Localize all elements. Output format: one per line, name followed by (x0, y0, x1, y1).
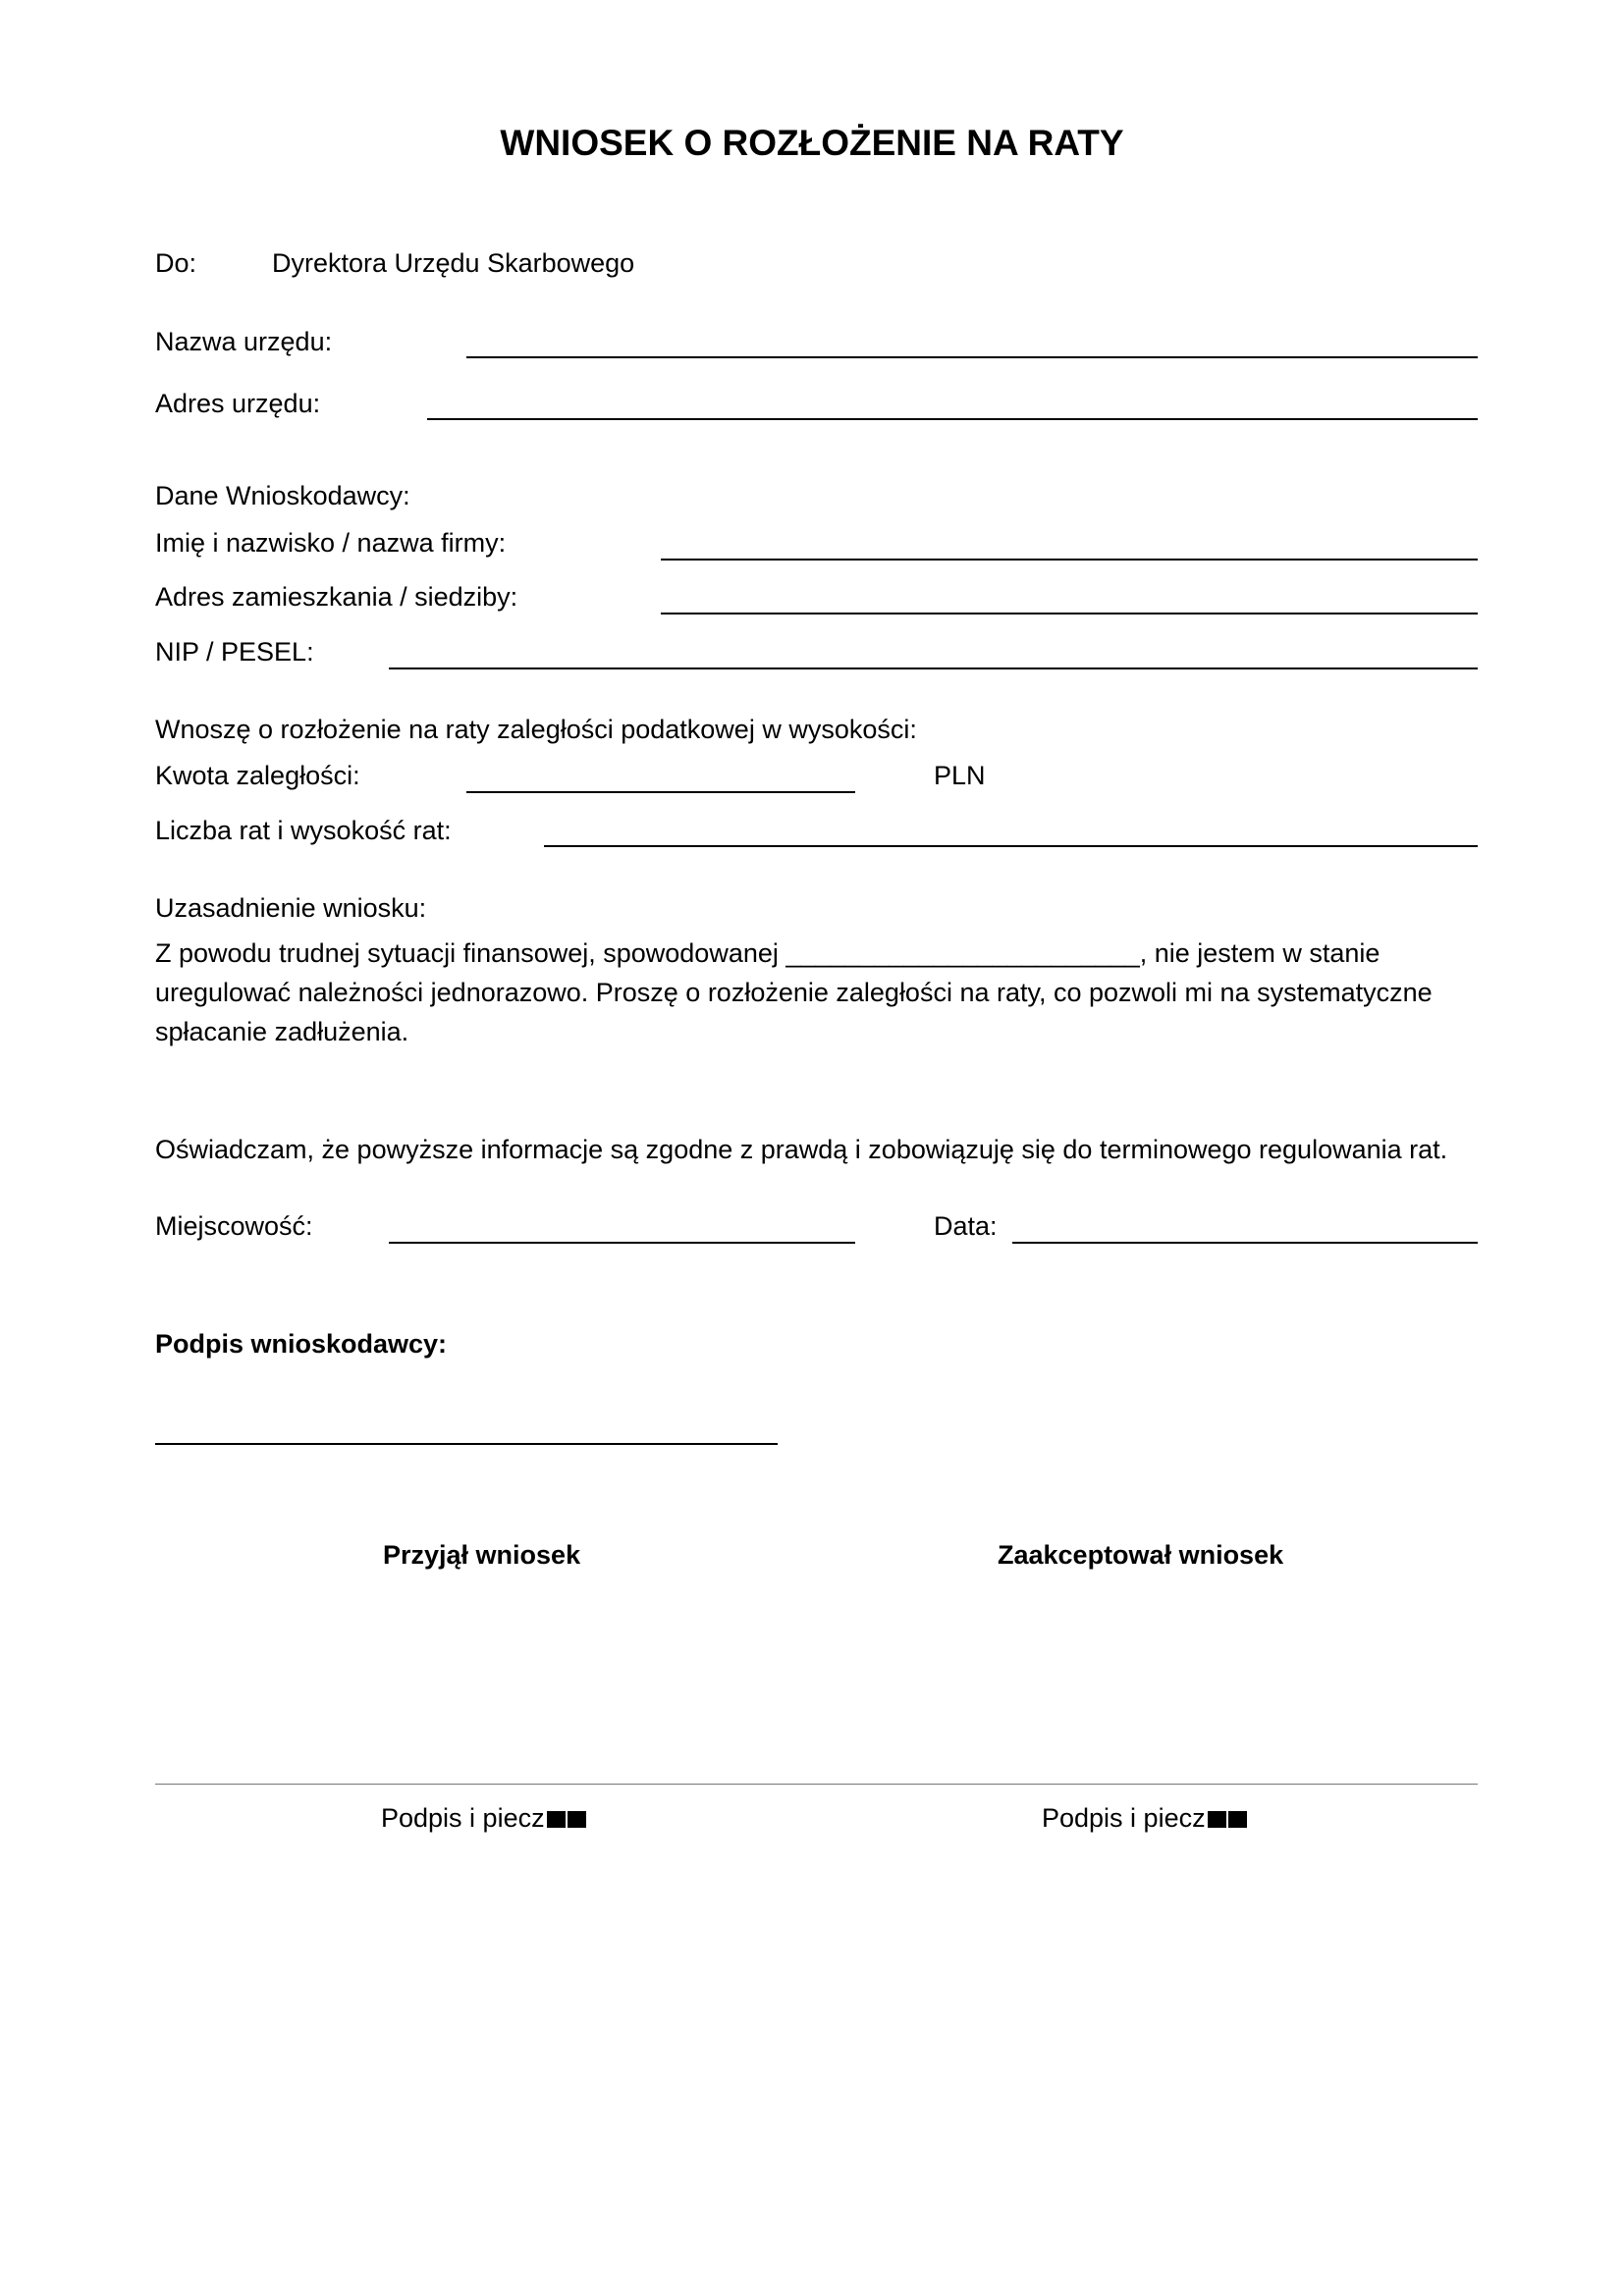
signature-label: Podpis wnioskodawcy: (155, 1329, 448, 1359)
received-label: Przyjął wniosek (383, 1540, 581, 1570)
office-address-label: Adres urzędu: (155, 389, 321, 418)
stamp-caption-left-text: Podpis i piecz (381, 1803, 545, 1833)
stamp-caption-right-text: Podpis i piecz (1042, 1803, 1206, 1833)
date-field[interactable] (1012, 1242, 1478, 1244)
installments-label: Liczba rat i wysokość rat: (155, 816, 452, 845)
applicant-address-field[interactable] (661, 613, 1478, 614)
applicant-heading: Dane Wnioskodawcy: (155, 481, 410, 510)
place-field[interactable] (389, 1242, 855, 1244)
stamp-caption-right (1042, 1802, 1247, 1834)
installments-field[interactable] (544, 845, 1478, 847)
accepted-label: Zaakceptował wniosek (998, 1540, 1284, 1570)
request-intro: Wnoszę o rozłożenie na raty zaległości podatkowej w wysokości: (155, 715, 917, 744)
office-address-field[interactable] (427, 418, 1478, 420)
justification-heading: Uzasadnienie wniosku: (155, 893, 427, 923)
applicant-id-label: NIP / PESEL: (155, 637, 314, 667)
missing-glyph-icon (568, 1811, 586, 1828)
addressee-label: Do: (155, 248, 197, 278)
amount-field[interactable] (466, 791, 855, 793)
applicant-id-field[interactable] (389, 667, 1478, 669)
office-name-label: Nazwa urzędu: (155, 327, 333, 356)
applicant-address-label: Adres zamieszkania / siedziby: (155, 582, 518, 612)
office-name-field[interactable] (466, 356, 1478, 358)
amount-label: Kwota zaległości: (155, 761, 360, 790)
missing-glyph-icon (547, 1811, 566, 1828)
stamp-divider (155, 1784, 1478, 1785)
signature-field[interactable] (155, 1443, 778, 1445)
applicant-name-label: Imię i nazwisko / nazwa firmy: (155, 528, 507, 558)
justification-text: Z powodu trudnej sytuacji finansowej, spowodowanej ________________________, nie jestem w stanie uregulować należności jednorazowo. Proszę o rozłożenie zaległości na raty, co pozwoli mi na systematyczne spłacanie zadłużenia. (155, 938, 1433, 1046)
applicant-name-field[interactable] (661, 559, 1478, 561)
stamp-caption-left (381, 1802, 586, 1834)
addressee-value: Dyrektora Urzędu Skarbowego (272, 248, 635, 278)
declaration-text: Oświadczam, że powyższe informacje są zgodne z prawdą i zobowiązuję się do terminowego regulowania rat. (155, 1135, 1448, 1164)
place-label: Miejscowość: (155, 1211, 313, 1241)
missing-glyph-icon (1208, 1811, 1226, 1828)
currency-label: PLN (934, 761, 986, 790)
document-title: WNIOSEK O ROZŁOŻENIE NA RATY (500, 123, 1124, 163)
date-label: Data: (934, 1211, 998, 1241)
missing-glyph-icon (1228, 1811, 1247, 1828)
